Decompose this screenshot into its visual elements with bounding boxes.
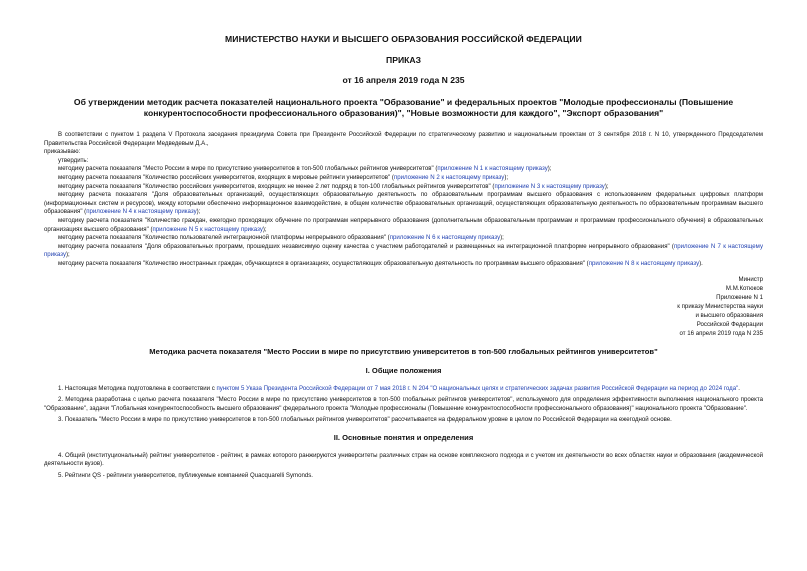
paragraph: 4. Общий (институциональный) рейтинг университетов - рейтинг, в рамках которого ранжируются университеты различных стран на основе комплексного подхода и с учетом их деятельности во всех областях науки и образования (академической деятельности вузов). (44, 451, 763, 468)
decree-link[interactable]: пунктом 5 Указа Президента Российской Федерации от 7 мая 2018 г. N 204 "О национальных целях и стратегических задачах развития Российской Федерации на период до 2024 года" (216, 384, 739, 392)
appendix-link[interactable]: приложение N 6 к настоящему приказу (389, 234, 501, 242)
appendix-header (44, 293, 763, 339)
appendix-line: к приказу Министерства науки (677, 302, 763, 310)
appendix-line: от 16 апреля 2019 года N 235 (679, 330, 763, 338)
appendix-link[interactable]: приложение N 2 к настоящему приказу (393, 173, 505, 181)
paragraph: 3. Показатель "Место России в мире по присутствию университетов в топ-500 глобальных рейтингов университетов" рассчитывается на федеральном уровне в целом по Российской Федерации на ежегодной основе. (58, 416, 672, 424)
paragraph: 2. Методика разработана с целью расчета показателя "Место России в мире по присутствию университетов в топ-500 глобальных рейтингов университетов", используемого для определения эффективности выполнения национального проекта "Образование", задачи "Глобальная конкурентоспособность высшего образования" федерального проекта "Молодые профессионалы (Повышение конкурентоспособности профессионального образования)" национального проекта "Образование". (44, 396, 763, 412)
orders-word: приказываю: (44, 148, 81, 156)
section-heading: II. Основные понятия и определения (333, 432, 474, 442)
order-date: от 16 апреля 2019 года N 235 (342, 75, 465, 85)
list-item: методику расчета показателя "Количество пользователей интеграционной платформы непрерывного образования" (приложение N 6 к настоящему приказу); (58, 234, 504, 242)
list-item: методику расчета показателя "Место России в мире по присутствию университетов в топ-500 глобальных рейтингов университетов" (приложение N 1 к настоящему приказу); (58, 165, 552, 173)
method-title: Методика расчета показателя "Место России в мире по присутствию университетов в топ-500 глобальных рейтингов университетов" (149, 346, 658, 356)
appendix-link[interactable]: приложение N 3 к настоящему приказу (494, 182, 605, 190)
section-heading: I. Общие положения (365, 365, 442, 375)
signer-name: М.М.Котюков (725, 284, 763, 292)
approved-methods-list (44, 165, 763, 268)
list-item: методику расчета показателя "Количество российских университетов, входящих в мировые рейтинги университетов" (приложение N 2 к настоящему приказу); (58, 173, 509, 181)
order-title: Об утверждении методик расчета показателей национального проекта "Образование" и федеральных проектов "Молодые профессионалы (Повышение конкурентоспособности профессионального образования)", "Новые возможности для каждого", "Экспорт образования" (73, 97, 734, 118)
signer-position: Министр (738, 275, 763, 283)
appendix-line: Приложение N 1 (716, 293, 763, 301)
appendix-link[interactable]: приложение N 1 к настоящему приказу (437, 165, 548, 173)
list-item: методику расчета показателя "Доля образовательных организаций, осуществляющих образовательную деятельность по образовательным программам высшего образования с использованием федеральных цифровых платформ (информационных систем и ресурсов), между которыми обеспечено информационное взаимодействие, в общем количестве образовательных организаций, осуществляющих образовательную деятельность по образовательным программам высшего образования" (приложение N 4 к настоящему приказу); (44, 191, 763, 216)
list-item: методику расчета показателя "Количество иностранных граждан, обучающихся в организациях, осуществляющих образовательную деятельность по программам высшего образования" (приложение N 8 к настоящему приказу). (58, 259, 703, 267)
paragraph: 5. Рейтинги QS - рейтинги университетов, публикуемые компанией Quacquarelli Symonds. (58, 472, 313, 480)
ministry-heading: МИНИСТЕРСТВО НАУКИ И ВЫСШЕГО ОБРАЗОВАНИЯ РОССИЙСКОЙ ФЕДЕРАЦИИ (225, 34, 582, 44)
appendix-link[interactable]: приложение N 4 к настоящему приказу (86, 208, 197, 216)
appendix-link[interactable]: приложение N 5 к настоящему приказу (152, 225, 263, 233)
paragraph: 1. Настоящая Методика подготовлена в соответствии с пунктом 5 Указа Президента Российской Федерации от 7 мая 2018 г. N 204 "О национальных целях и стратегических задачах развития Российской Федерации на период до 2024 года". (58, 384, 740, 392)
list-item: методику расчета показателя "Количество граждан, ежегодно проходящих обучение по программам непрерывного образования (дополнительным образовательным программам и программам профессионального обучения) в образовательных организациях высшего образования" (приложение N 5 к настоящему приказу); (44, 216, 763, 233)
appendix-line: Российской Федерации (696, 321, 763, 329)
order-heading: ПРИКАЗ (386, 55, 421, 65)
appendix-link[interactable]: приложение N 7 к настоящему приказу (44, 242, 763, 259)
preamble-text: В соответствии с пунктом 1 раздела V Протокола заседания президиума Совета при Президенте Российской Федерации по стратегическому развитию и национальным проектам от 3 сентября 2018 г. N 10, утвержденного Председателем Правительства Российской Федерации Медведевым Д.А., (44, 131, 763, 147)
appendix-line: и высшего образования (695, 311, 763, 319)
list-item: методику расчета показателя "Количество российских университетов, входящих не менее 2 лет подряд в топ-100 глобальных рейтингов университетов" (приложение N 3 к настоящему приказу); (58, 182, 609, 190)
list-item: методику расчета показателя "Доля образовательных программ, прошедших независимую оценку качества с участием работодателей и размещенных на интеграционной платформе непрерывного образования" (приложение N 7 к настоящему приказу); (44, 242, 763, 259)
approve-word: утвердить: (58, 156, 89, 164)
signature-block (44, 275, 763, 293)
appendix-link[interactable]: приложение N 8 к настоящему приказу (588, 259, 700, 267)
